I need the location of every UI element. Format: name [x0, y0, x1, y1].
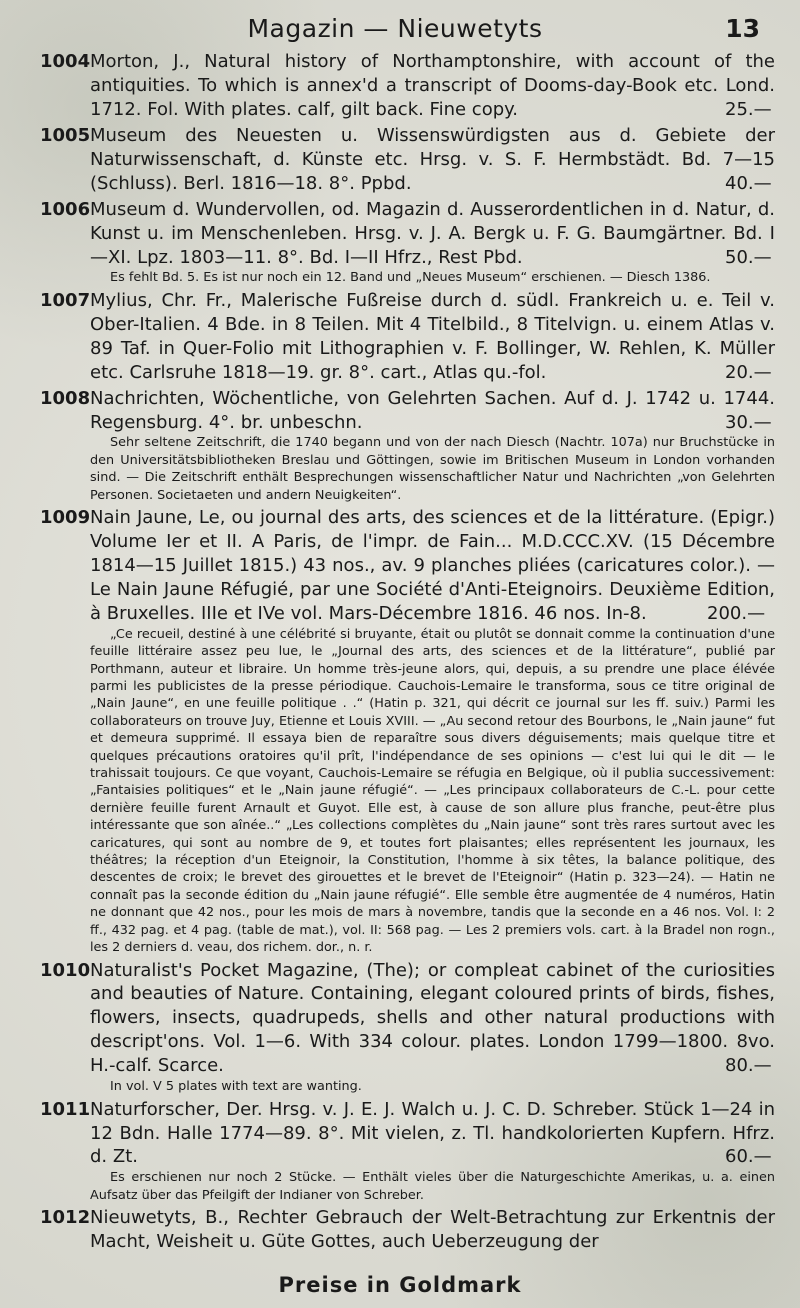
catalog-entry [40, 50, 775, 122]
entry-number: 1011 [40, 1098, 91, 1120]
entry-note: Sehr seltene Zeitschrift, die 1740 begann und von der nach Diesch (Nachtr. 107a) nur Bruchstücke in den Universitätsbibliotheken Breslau und Göttingen, sowie im Britischen Museum in London vorhanden sind. — Die Zeitschrift enthält Besprechungen wissenschaftlicher Natur und Nachrichten „von Gelehrten Personen. Societaeten und andern Neuigkeiten“. [90, 435, 775, 503]
entry-text: Naturalist's Pocket Magazine, (The); or compleat cabinet of the curiosities and beauties of Nature. Containing, elegant coloured prints of birds, fishes, flowers, insects, quadrupeds, shells and other natural productions with descript'ons. Vol. 1—6. With 334 colour. plates. London 1799—1800. 8vo. H.-calf. Scarce. [90, 959, 775, 1077]
entry-text: Nieuwetyts, B., Rechter Gebrauch der Welt-Betrachtung zur Erkentnis der Macht, Weisheit u. Güte Gottes, auch Ueberzeugung der [90, 1207, 775, 1253]
catalog-entry [40, 1206, 775, 1254]
entry-text: Nain Jaune, Le, ou journal des arts, des sciences et de la littérature. (Epigr.) Volume Ier et II. A Paris, de l'impr. de Fain... M.D.CCC.XV. (15 Décembre 1814—15 Juillet 1815.) 43 nos., av. 9 planches pliées (caricatures color.). — Le Nain Jaune Réfugié, par une Société d'Anti-Eteignoirs. Deuxième Edition, à Bruxelles. IIIe et IVe vol. Mars-Décembre 1816. 46 nos. In-8. [90, 507, 775, 624]
entry-main: 1010Naturalist's Pocket Magazine, (The); or compleat cabinet of the curiosities and beauties of Nature. Containing, elegant coloured prints of birds, fishes, flowers, insects, quadrupeds, shells and other natural productions with descript'ons. Vol. 1—6. With 334 colour. plates. London 1799—1800. 8vo. H.-calf. Scarce. 80.— [40, 959, 775, 1077]
entry-number: 1010 [40, 959, 91, 981]
entry-note: Es fehlt Bd. 5. Es ist nur noch ein 12. Band und „Neues Museum“ erschienen. — Diesch 1386. [110, 270, 711, 286]
entry-note: In vol. V 5 plates with text are wanting. [110, 1079, 362, 1095]
page-number: 13 [725, 14, 760, 43]
entry-number: 1005 [40, 124, 91, 146]
entry-text: Naturforscher, Der. Hrsg. v. J. E. J. Walch u. J. C. D. Schreber. Stück 1—24 in 12 Bdn. Halle 1774—89. 8°. Mit vielen, z. Tl. handkolorierten Kupfern. Hfrz. d. Zt. [90, 1098, 775, 1168]
entry-main: 1006Museum d. Wundervollen, od. Magazin d. Ausserordentlichen in d. Natur, d. Kunst u. im Menschenleben. Hrsg. v. J. A. Bergk u. F. G. Baumgärtner. Bd. I—XI. Lpz. 1803—11. 8°. Bd. I—II Hfrz., Rest Pbd. 50.— [40, 198, 775, 268]
footer-title: Preise in Goldmark [278, 1273, 522, 1297]
entry-number: 1006 [40, 198, 91, 220]
entry-number: 1007 [40, 289, 91, 311]
catalog-entry [40, 198, 775, 287]
catalog-entry [40, 289, 775, 385]
entry-note: Es erschienen nur noch 2 Stücke. — Enthält vieles über die Naturgeschichte Amerikas, u. a. einen Aufsatz über das Pfeilgift der Indianer von Schreber. [90, 1170, 775, 1203]
entry-text: Morton, J., Natural history of Northamptonshire, with account of the antiquities. To which is annex'd a transcript of Dooms-day-Book etc. Lond. 1712. Fol. With plates. calf, gilt back. Fine copy. [90, 51, 775, 120]
entry-number: 1008 [40, 387, 91, 409]
entry-main [40, 1206, 775, 1254]
page-header [60, 14, 760, 48]
running-head: Magazin — Nieuwetyts [247, 14, 543, 43]
catalog-entry [40, 387, 775, 505]
entry-number: 1004 [40, 51, 91, 72]
entry-main: 1011Naturforscher, Der. Hrsg. v. J. E. J. Walch u. J. C. D. Schreber. Stück 1—24 in 12 Bdn. Halle 1774—89. 8°. Mit vielen, z. Tl. handkolorierten Kupfern. Hfrz. d. Zt. 60.— [40, 1098, 775, 1168]
entry-text: Nachrichten, Wöchentliche, von Gelehrten Sachen. Auf d. J. 1742 u. 1744. Regensburg. 4°. br. unbeschn. [90, 387, 775, 433]
entry-main: 1005Museum des Neuesten u. Wissenswürdigsten aus d. Gebiete der Naturwissenschaft, d. Künste etc. Hrsg. v. S. F. Hermbstädt. Bd. 7—15 (Schluss). Berl. 1816—18. 8°. Ppbd. 40.— [40, 124, 775, 194]
entry-text: Mylius, Chr. Fr., Malerische Fußreise durch d. südl. Frankreich u. e. Teil v. Ober-Italien. 4 Bde. in 8 Teilen. Mit 4 Titelbild., 8 Titelvign. u. einem Atlas v. 89 Taf. in Quer-Folio mit Lithographien v. F. Bollinger, W. Rehlen, K. Müller etc. Carlsruhe 1818—19. gr. 8°. cart., Atlas qu.-fol. [90, 289, 775, 383]
entry-main: 1008Nachrichten, Wöchentliche, von Gelehrten Sachen. Auf d. J. 1742 u. 1744. Regensburg. 4°. br. unbeschn. 30.— [40, 387, 775, 433]
entry-price: 200.— [707, 602, 766, 624]
entry-text: Museum des Neuesten u. Wissenswürdigsten aus d. Gebiete der Naturwissenschaft, d. Künste etc. Hrsg. v. S. F. Hermbstädt. Bd. 7—15 (Schluss). Berl. 1816—18. 8°. Ppbd. [90, 124, 775, 194]
entry-main: 1007Mylius, Chr. Fr., Malerische Fußreise durch d. südl. Frankreich u. e. Teil v. Ober-Italien. 4 Bde. in 8 Teilen. Mit 4 Titelbild., 8 Titelvign. u. einem Atlas v. 89 Taf. in Quer-Folio mit Lithographien v. F. Bollinger, W. Rehlen, K. Müller etc. Carlsruhe 1818—19. gr. 8°. cart., Atlas qu.-fol. 20.— [40, 289, 775, 383]
entry-main: 1004Morton, J., Natural history of Northamptonshire, with account of the antiquities. To which is annex'd a transcript of Dooms-day-Book etc. Lond. 1712. Fol. With plates. calf, gilt back. Fine copy. 25.— [40, 51, 775, 120]
entry-note: „Ce recueil, destiné à une célébrité si bruyante, était ou plutôt se donnait comme la continuation d'une feuille littéraire assez peu lue, le „Journal des arts, des sciences et de la littérature“, publié par Porthmann, auteur et libraire. Un homme très-jeune alors, qui, depuis, a su prendre une place élévée parmi les publicistes de la presse périodique. Cauchois-Lemaire le transforma, sous ce titre original de „Nain Jaune“, en une feuille politique . .“ (Hatin p. 321, qui décrit ce journal sur les ff. suiv.) Parmi les collaborateurs on trouve Juy, Etienne et Louis XVIII. — „Au second retour des Bourbons, le „Nain jaune“ fut et demeura supprimé. Il essaya bien de reparaître sous divers déguisements; mais quelque titre et quelques précautions oratoires qu'il prît, l'indépendance de ses opinions — c'est lui qui le dit — le trahissait toujours. Ce que voyant, Cauchois-Lemaire se réfugia en Belgique, où il publia successivement: „Fantaisies politiques“ et le „Nain jaune réfugié“. — „Les principaux collaborateurs de C.-L. pour cette dernière feuille furent Arnault et Guyot. Elle est, à cause de son allure plus franche, peut-être plus intéressante que son aînée..“ „Les collections complètes du „Nain jaune“ sont très rares surtout avec les caricatures, qui sont au nombre de 9, et toutes fort plaisantes; elles représentent les journaux, les théâtres; la réception d'un Eteignoir, la Constitution, l'homme à six têtes, la balance politique, des descentes de croix; le brevet des girouettes et le brevet de l'Eteignoir“ (Hatin p. 323—24). — Hatin ne connaît pas la seconde édition du „Nain jaune réfugié“. Elle semble être augmentée de 4 numéros, Hatin ne donnant que 42 nos., pour les mois de mars à novembre, tandis que la seconde en a 46 nos. Vol. I: 2 ff., 432 pag. et 4 pag. (table de mat.), vol. II: 568 pag. — Les 2 premiers vols. cart. à la Bradel non rogn., les 2 derniers d. veau, dos richem. dor., n. r. [90, 626, 775, 956]
catalog-entries [40, 50, 775, 1256]
entry-number: 1009 [40, 507, 91, 529]
entry-text: Museum d. Wundervollen, od. Magazin d. Ausserordentlichen in d. Natur, d. Kunst u. im Menschenleben. Hrsg. v. J. A. Bergk u. F. G. Baumgärtner. Bd. I—XI. Lpz. 1803—11. 8°. Bd. I—II Hfrz., Rest Pbd. [90, 198, 775, 268]
catalog-entry [40, 959, 775, 1096]
entry-number: 1012 [40, 1207, 91, 1229]
catalog-entry [40, 124, 775, 196]
catalog-entry [40, 506, 775, 956]
catalog-entry [40, 1098, 775, 1205]
entry-main [40, 506, 775, 626]
